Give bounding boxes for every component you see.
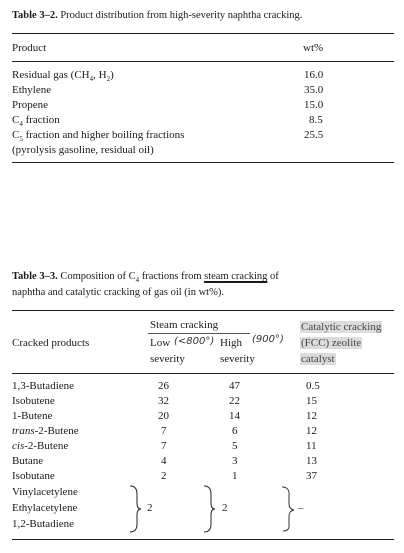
table2-bottom-rule <box>12 539 394 540</box>
grouped-item: Vinylacetylene <box>12 486 78 498</box>
table2-row-fcc: 0.5 <box>306 380 320 392</box>
table2-row-low: 7 <box>161 440 167 452</box>
table2-row-low: 20 <box>158 410 169 422</box>
handwritten-brace-icon <box>280 484 296 534</box>
table1-header-product: Product <box>12 42 47 54</box>
table2-caption-line2: naphtha and catalytic cracking of gas oil (in wt%). <box>12 287 224 298</box>
table2-row-high: 22 <box>229 395 240 407</box>
table2-header-rule <box>12 373 394 374</box>
table2-row-high: 3 <box>232 455 238 467</box>
table1-row-wt: 15.0 <box>304 99 324 111</box>
table2-caption-label: Table 3–3. <box>12 271 58 282</box>
header-cracked-products: Cracked products <box>12 337 90 349</box>
table2-row-high: 5 <box>232 440 238 452</box>
table1-row-product: (pyrolysis gasoline, residual oil) <box>12 144 154 156</box>
grouped-item: Ethylacetylene <box>12 502 78 514</box>
table2-row-low: 2 <box>161 470 167 482</box>
table2-row-fcc: 15 <box>306 395 317 407</box>
table2-row-high: 6 <box>232 425 238 437</box>
header-severity-high: severity <box>220 353 255 365</box>
table1-caption <box>12 10 302 21</box>
table2-row-fcc: 12 <box>306 410 317 422</box>
handwritten-high-note: (900°) <box>252 334 284 345</box>
steam-cracking-span-rule <box>148 333 250 334</box>
table1-row-wt: 25.5 <box>304 129 324 141</box>
table1-header-wt: wt% <box>303 42 324 54</box>
table2-row-high: 1 <box>232 470 238 482</box>
grouped-high: 2 <box>222 502 228 514</box>
table1-row-wt: 16.0 <box>304 69 324 81</box>
table2-row-product: cis-2-Butene <box>12 440 69 452</box>
table2-row-fcc: 13 <box>306 455 317 467</box>
table2-caption-line1: Table 3–3. Composition of $C_4$ fractions from steam cracking of <box>12 271 279 285</box>
table2-row-fcc: 12 <box>306 425 317 437</box>
table2-row-product: Isobutene <box>12 395 55 407</box>
grouped-low: 2 <box>147 502 153 514</box>
header-high: High <box>220 337 242 349</box>
table1-row-product: Propene <box>12 99 49 111</box>
grouped-item: 1,2-Butadiene <box>12 518 75 530</box>
header-low: Low <box>150 337 171 349</box>
table2-row-fcc: 11 <box>306 440 317 452</box>
table2-row-low: 32 <box>158 395 169 407</box>
table1-header-rule <box>12 61 394 62</box>
table1-row-wt: 8.5 <box>309 114 323 126</box>
header-catalytic-line2: (FCC) zeolite <box>301 337 362 349</box>
brace-icon-high <box>202 484 216 534</box>
table2-top-rule <box>12 310 394 311</box>
table1-row-product: $C_4$ fraction <box>12 114 60 129</box>
table2-row-low: 4 <box>161 455 167 467</box>
header-steam-cracking: Steam cracking <box>150 319 219 331</box>
table1-caption-label: Table 3–2. <box>12 10 58 21</box>
steam-cracking-underlined: steam cracking <box>204 271 268 282</box>
table2-row-low: 26 <box>158 380 169 392</box>
table2-row-fcc: 37 <box>306 470 317 482</box>
brace-icon-low <box>128 484 142 534</box>
table2-row-low: 7 <box>161 425 167 437</box>
header-catalytic-line3: catalyst <box>301 353 335 365</box>
table1-bottom-rule <box>12 162 394 163</box>
table1-top-rule <box>12 33 394 34</box>
grouped-fcc: – <box>298 502 304 514</box>
table2-row-product: trans-2-Butene <box>12 425 79 437</box>
header-severity-low: severity <box>150 353 185 365</box>
table2-row-product: Butane <box>12 455 44 467</box>
header-catalytic-line1: Catalytic cracking <box>301 321 382 333</box>
handwritten-low-note: (<800°) <box>174 336 215 347</box>
table2-row-product: 1,3-Butadiene <box>12 380 75 392</box>
table1-row-wt: 35.0 <box>304 84 324 96</box>
table2-row-high: 47 <box>229 380 240 392</box>
table1-row-product: $C_5$ fraction and higher boiling fractions <box>12 129 185 144</box>
table2-row-product: 1-Butene <box>12 410 53 422</box>
table2-row-high: 14 <box>229 410 240 422</box>
table2-row-product: Isobutane <box>12 470 55 482</box>
table1-caption-text: Product distribution from high-severity naphtha cracking. <box>60 10 303 21</box>
table1-row-product: Residual gas ($CH_4$, $H_2$) <box>12 69 114 84</box>
table1-row-product: Ethylene <box>12 84 52 96</box>
